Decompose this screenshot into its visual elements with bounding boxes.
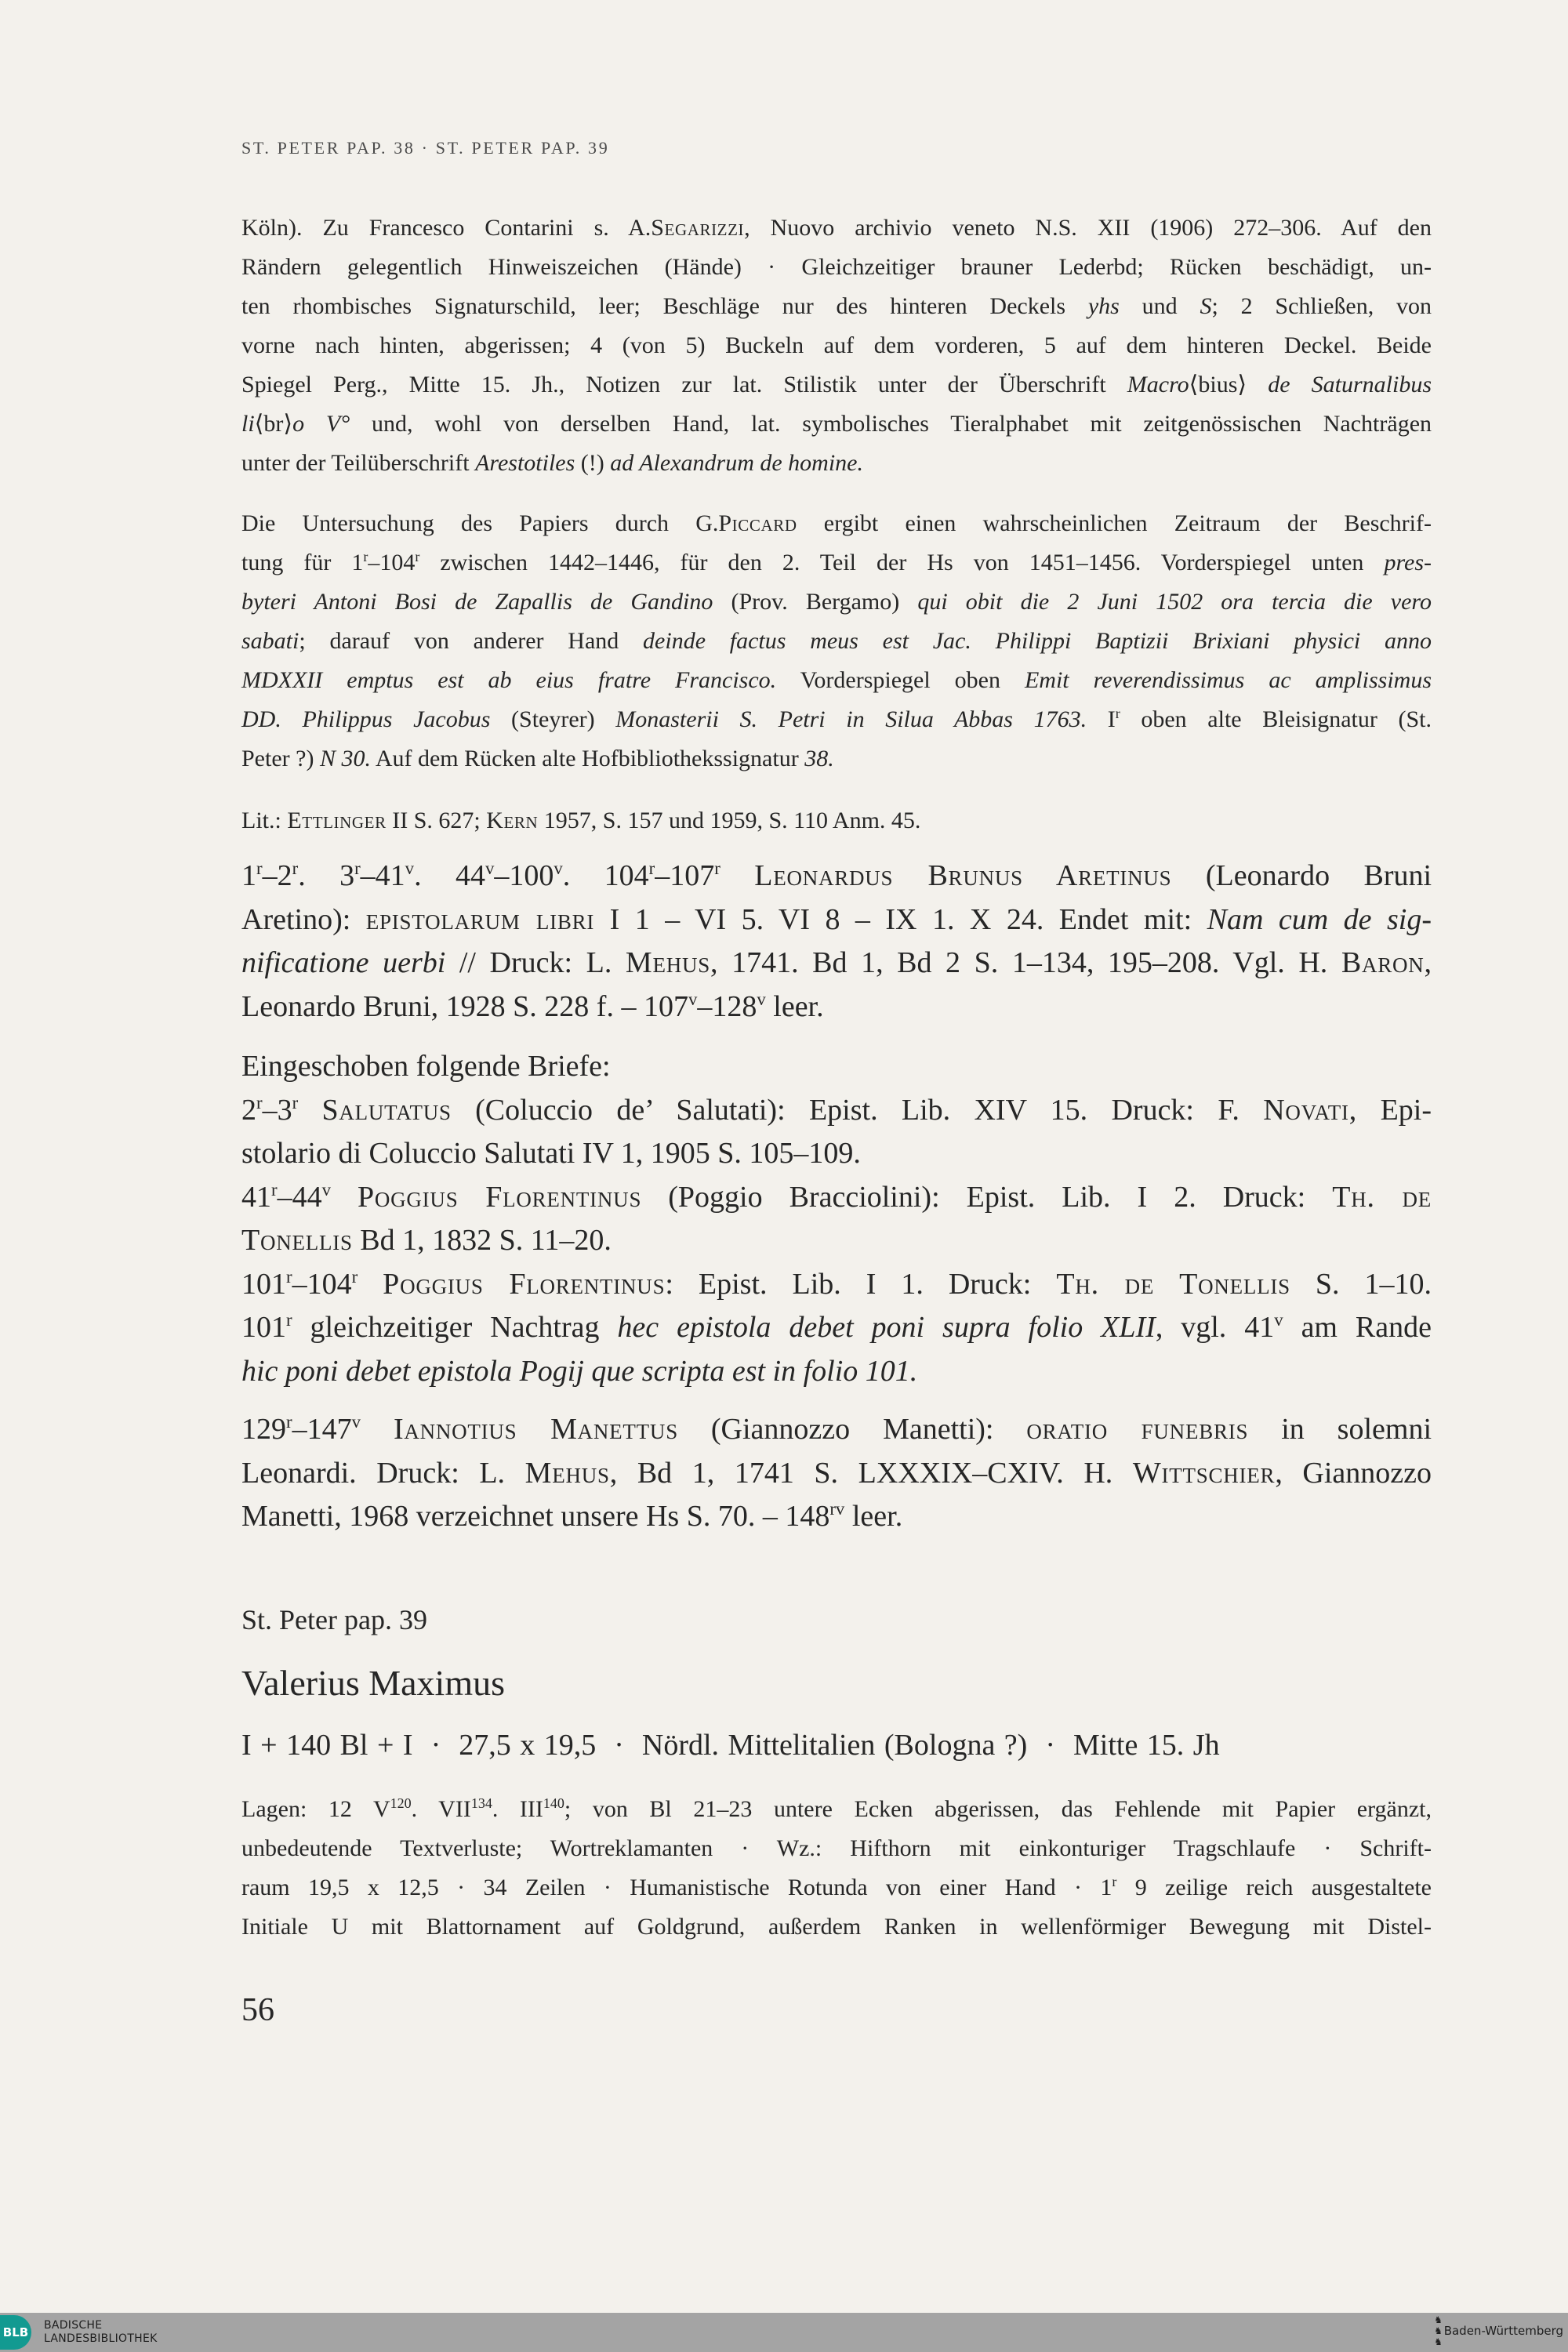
text-line	[241, 1176, 1432, 1220]
superscript: 120	[390, 1795, 412, 1812]
text-run: zwischen 1442–1446, für den 2. Teil der Hs von 1451–1456. Vorderspiegel unten	[419, 550, 1385, 575]
superscript: r	[354, 858, 361, 879]
text-run: –3	[262, 1093, 292, 1127]
text-line	[241, 622, 1432, 661]
text-run: –128	[697, 989, 757, 1023]
text-run: unbedeutende Textverluste; Wortreklamanten · Wz.: Hifthorn mit einkonturiger Tragschlaufe · Schrift-	[241, 1835, 1432, 1861]
text-line	[241, 1306, 1432, 1350]
small-caps-text: oratio funebris	[1026, 1413, 1249, 1446]
lions-emblem-icon: ♞ ♞ ♞	[1434, 2314, 1443, 2347]
small-caps-text: Novati	[1263, 1093, 1349, 1127]
text-run	[298, 1094, 321, 1127]
text-run: gleichzeitiger Nachtrag	[292, 1311, 618, 1344]
italic-text: hec epistola debet poni supra folio XLII	[617, 1311, 1156, 1344]
superscript: r	[1115, 706, 1120, 722]
italic-text: ad Alexandrum de homine.	[610, 450, 864, 476]
text-line	[241, 1132, 1432, 1176]
paragraph	[241, 209, 1432, 483]
text-run: –2	[262, 859, 292, 892]
italic-text: byteri Antoni Bosi de Zapallis de Gandino	[241, 589, 713, 615]
italic-text: yhs	[1087, 293, 1120, 319]
text-line	[241, 1829, 1432, 1868]
small-caps-text: Salutatus	[321, 1093, 452, 1127]
italic-text: o V°	[292, 411, 350, 437]
superscript: v	[757, 989, 766, 1009]
manuscript-title: Valerius Maximus	[241, 1663, 506, 1703]
text-run: I 1 – VI 5. VI 8 – IX 1. X 24. Endet mit:	[594, 902, 1207, 936]
text-line	[241, 583, 1432, 622]
text-line	[241, 942, 1432, 985]
superscript: r	[363, 549, 368, 565]
superscript: r	[271, 1179, 278, 1200]
paragraph	[241, 504, 1432, 779]
text-run: und, wohl von derselben Hand, lat. symbolisches Tieralphabet mit zeitgenössischen Nachträgen	[350, 411, 1432, 437]
text-run: Lit.:	[241, 808, 288, 833]
superscript: r	[415, 549, 420, 565]
page-number: 56	[241, 1992, 274, 2028]
text-line	[241, 287, 1432, 326]
text-line	[241, 405, 1432, 444]
text-run: ; von Bl 21–23 untere Ecken abgerissen, das Fehlende mit Papier ergänzt,	[564, 1796, 1432, 1822]
text-run: (Poggio Bracciolini): Epist. Lib. I 2. Druck:	[641, 1180, 1333, 1214]
text-run: unter der Teilüberschrift	[241, 450, 476, 476]
superscript: v	[1274, 1310, 1283, 1330]
text-run: stolario di Coluccio Salutati IV 1, 1905 S. 105–109.	[241, 1137, 861, 1170]
text-run: Leonardi. Druck: L.	[241, 1456, 525, 1490]
italic-text: Arestotiles	[475, 450, 575, 476]
small-caps-text: Th. de Tonellis	[1056, 1267, 1290, 1301]
superscript: r	[714, 858, 720, 879]
text-run: 129	[241, 1413, 286, 1446]
text-run: leer.	[765, 989, 824, 1023]
text-run: 101	[241, 1311, 286, 1344]
text-run: Aretino):	[241, 902, 366, 936]
text-run: , 1741. Bd 1, Bd 2 S. 1–134, 195–208. Vgl. H.	[710, 946, 1341, 979]
text-run: –107	[655, 859, 715, 892]
text-run: am Rande	[1283, 1311, 1432, 1344]
text-run: Auf dem Rücken alte Hofbibliothekssignatur	[370, 746, 805, 771]
small-caps-text: epistolarum libri	[365, 902, 595, 936]
codicology-paragraph	[241, 1790, 1432, 1947]
contents-entry-manetti	[241, 1408, 1432, 1539]
italic-text: qui obit die 2 Juni 1502 ora tercia die vero	[917, 589, 1432, 615]
small-caps-text: Wittschier	[1132, 1456, 1276, 1490]
italic-text: Nam cum de sig-	[1207, 902, 1432, 936]
small-caps-text: Tonellis	[241, 1224, 353, 1257]
text-run: , Bd 1, 1741 S. LXXXIX–CXIV. H.	[609, 1456, 1133, 1490]
text-run: , vgl. 41	[1155, 1311, 1275, 1344]
text-run: . 3	[298, 859, 355, 892]
footer-bar	[0, 2313, 1568, 2352]
paragraph	[241, 855, 1432, 1029]
superscript: v	[554, 858, 563, 879]
superscript: r	[256, 1092, 263, 1112]
binding-description-paragraph	[241, 209, 1432, 483]
inserted-letters-section	[241, 1045, 1432, 1393]
italic-text: MDXXII emptus est ab eius fratre Francisco.	[241, 667, 777, 693]
text-run: –41	[360, 859, 405, 892]
text-run: Spiegel Perg., Mitte 15. Jh., Notizen zur lat. Stilistik unter der Überschrift	[241, 372, 1127, 397]
text-run: Rändern gelegentlich Hinweiszeichen (Hände) · Gleichzeitiger brauner Lederbd; Rücken beschädigt, un-	[241, 254, 1432, 280]
text-line	[241, 1408, 1432, 1452]
superscript: r	[1112, 1874, 1117, 1890]
manuscript-signature: St. Peter pap. 39	[241, 1604, 427, 1635]
small-caps-text: Ettlinger	[287, 808, 387, 833]
superscript: v	[351, 1412, 361, 1432]
small-caps-text: Th. de	[1332, 1180, 1432, 1214]
text-run: ten rhombisches Signaturschild, leer; Beschläge nur des hinteren Deckels	[241, 293, 1088, 319]
text-run	[361, 1413, 394, 1446]
text-line	[241, 1089, 1432, 1133]
small-caps-text: Mehus	[625, 946, 711, 979]
text-run: –100	[494, 859, 554, 892]
text-line	[241, 365, 1432, 405]
text-run: und	[1119, 293, 1200, 319]
superscript: r	[292, 858, 299, 879]
text-run: –104	[368, 550, 416, 575]
literature-paragraph	[241, 801, 1432, 840]
superscript: v	[688, 989, 698, 1009]
library-name-line1: BADISCHE	[44, 2319, 103, 2332]
text-run: Leonardo Bruni, 1928 S. 228 f. – 107	[241, 989, 688, 1023]
text-run: I	[1087, 706, 1116, 732]
paragraph	[241, 1790, 1432, 1947]
italic-text: de Saturnalibus	[1268, 372, 1432, 397]
text-run: , Nuovo archivio veneto N.S. XII (1906) 272–306. Auf den	[744, 215, 1432, 241]
text-run: 1957, S. 157 und 1959, S. 110 Anm. 45.	[538, 808, 921, 833]
running-head: ST. PETER PAP. 38 · ST. PETER PAP. 39	[241, 138, 610, 158]
text-line	[241, 985, 1432, 1029]
text-run: 101	[241, 1267, 286, 1301]
text-line	[241, 1452, 1432, 1496]
italic-text: sabati	[241, 628, 299, 654]
paper-dating-paragraph	[241, 504, 1432, 779]
italic-text: deinde factus meus est Jac. Philippi Baptizii Brixiani physici anno	[643, 628, 1432, 654]
text-run: ⟨br⟩	[254, 411, 293, 437]
small-caps-text: Mehus	[524, 1456, 610, 1490]
text-run: II S. 627;	[386, 808, 487, 833]
text-run: –147	[292, 1413, 352, 1446]
text-line	[241, 801, 1432, 840]
text-line	[241, 326, 1432, 365]
text-run: (Giannozzo Manetti):	[677, 1413, 1027, 1446]
text-line	[241, 1263, 1432, 1307]
italic-text: Macro	[1127, 372, 1189, 397]
text-run: –104	[292, 1267, 352, 1301]
manuscript-metadata: I + 140 Bl + I · 27,5 x 19,5 · Nördl. Mittelitalien (Bologna ?) · Mitte 15. Jh	[241, 1729, 1220, 1762]
italic-text: pres-	[1384, 550, 1432, 575]
blb-logo[interactable]: BLB	[0, 2315, 31, 2350]
text-run: 2	[241, 1093, 256, 1127]
baden-wuerttemberg-logo[interactable]: Baden-Württemberg	[1443, 2324, 1563, 2338]
superscript: r	[256, 858, 263, 879]
text-run: 41	[241, 1180, 271, 1214]
text-run: in solemni	[1248, 1413, 1432, 1446]
text-line	[241, 739, 1432, 779]
contents-entry-bruni	[241, 855, 1432, 1029]
text-run: Die Untersuchung des Papiers durch G.	[241, 510, 719, 536]
italic-text: DD. Philippus Jacobus	[241, 706, 491, 732]
text-run: vorne nach hinten, abgerissen; 4 (von 5) Buckeln auf dem vorderen, 5 auf dem hinteren Deckel. Beide	[241, 332, 1432, 358]
small-caps-text: Segarizzi	[651, 215, 745, 241]
text-run: tung für 1	[241, 550, 364, 575]
superscript: r	[351, 1266, 358, 1287]
paragraph	[241, 801, 1432, 840]
text-run: ergibt einen wahrscheinlichen Zeitraum der Beschrif-	[797, 510, 1432, 536]
text-line	[241, 543, 1432, 583]
text-run: // Druck: L.	[445, 946, 626, 979]
superscript: r	[648, 858, 655, 879]
text-run: Manetti, 1968 verzeichnet unsere Hs S. 70. – 148	[241, 1500, 830, 1533]
superscript: v	[485, 858, 495, 879]
small-caps-text: Poggius Florentinus	[383, 1267, 666, 1301]
text-run: ; 2 Schließen, von	[1211, 293, 1432, 319]
text-run: (Leonardo Bruni	[1171, 859, 1432, 892]
text-run	[358, 1268, 383, 1301]
text-line	[241, 1219, 1432, 1263]
text-run: ⟨bius⟩	[1189, 372, 1269, 397]
superscript: v	[405, 858, 415, 879]
library-name-line2: LANDESBIBLIOTHEK	[44, 2332, 158, 2345]
text-run: –44	[277, 1180, 322, 1214]
text-line	[241, 700, 1432, 739]
text-run: ; darauf von anderer Hand	[299, 628, 644, 654]
text-run: , Epi-	[1348, 1093, 1432, 1127]
paragraph	[241, 1176, 1432, 1263]
text-run: (Steyrer)	[490, 706, 616, 732]
text-run	[720, 859, 754, 892]
text-line	[241, 1045, 1432, 1089]
text-run: Peter ?)	[241, 746, 320, 771]
small-caps-text: Piccard	[718, 510, 797, 536]
italic-text: Emit reverendissimus ac amplissimus	[1024, 667, 1432, 693]
paragraph	[241, 1045, 1432, 1089]
italic-text: nificatione uerbi	[241, 946, 446, 979]
text-run	[331, 1181, 358, 1214]
library-name[interactable]	[44, 2319, 158, 2346]
text-run: : Epist. Lib. I 1. Druck:	[665, 1267, 1057, 1301]
text-line	[241, 1907, 1432, 1947]
small-caps-text: Poggius Florentinus	[358, 1180, 642, 1214]
small-caps-text: Kern	[486, 808, 539, 833]
text-run: . 104	[562, 859, 649, 892]
paragraph	[241, 1408, 1432, 1539]
text-line	[241, 855, 1432, 898]
text-line	[241, 898, 1432, 942]
superscript: 140	[543, 1795, 564, 1812]
italic-text: N 30.	[319, 746, 371, 771]
italic-text: 38.	[804, 746, 834, 771]
text-line	[241, 661, 1432, 700]
text-run: (!)	[575, 450, 611, 476]
superscript: v	[321, 1179, 331, 1200]
superscript: rv	[829, 1499, 845, 1519]
italic-text: li	[241, 411, 255, 437]
text-line	[241, 1790, 1432, 1829]
text-run: Bd 1, 1832 S. 11–20.	[352, 1224, 612, 1257]
italic-text: S	[1200, 293, 1212, 319]
text-run: 1	[241, 859, 256, 892]
text-line	[241, 504, 1432, 543]
superscript: r	[286, 1266, 292, 1287]
text-run: Köln). Zu Francesco Contarini s. A.	[241, 215, 652, 241]
text-run: (Prov. Bergamo)	[713, 589, 918, 615]
superscript: 134	[470, 1795, 492, 1812]
text-run: , Giannozzo	[1275, 1456, 1432, 1490]
text-run: . VII	[411, 1796, 471, 1822]
text-run: leer.	[844, 1500, 903, 1533]
text-line	[241, 1350, 1432, 1394]
small-caps-text: Baron	[1341, 946, 1425, 979]
text-run: Vorderspiegel oben	[776, 667, 1025, 693]
italic-text: hic poni debet epistola Pogij que scripta est in folio 101.	[241, 1354, 918, 1388]
small-caps-text: Iannotius Manettus	[393, 1413, 678, 1446]
small-caps-text: Leonardus Brunus Aretinus	[754, 859, 1172, 892]
text-line	[241, 248, 1432, 287]
text-line	[241, 209, 1432, 248]
text-run: Lagen: 12 V	[241, 1796, 390, 1822]
superscript: r	[286, 1412, 292, 1432]
text-run: S. 1–10.	[1290, 1267, 1432, 1301]
text-run: 9 zeilige reich ausgestaltete	[1116, 1875, 1432, 1900]
superscript: r	[292, 1092, 299, 1112]
paragraph	[241, 1089, 1432, 1176]
paragraph	[241, 1263, 1432, 1394]
text-line	[241, 1868, 1432, 1907]
text-line	[241, 444, 1432, 483]
text-line	[241, 1495, 1432, 1539]
text-run: oben alte Bleisignatur (St.	[1120, 706, 1432, 732]
text-run: . III	[492, 1796, 543, 1822]
text-run: . 44	[414, 859, 485, 892]
italic-text: Monasterii S. Petri in Silua Abbas 1763.	[615, 706, 1087, 732]
text-run: raum 19,5 x 12,5 · 34 Zeilen · Humanistische Rotunda von einer Hand · 1	[241, 1875, 1112, 1900]
text-run: (Coluccio de’ Salutati): Epist. Lib. XIV 15. Druck: F.	[451, 1093, 1264, 1127]
text-run: Initiale U mit Blattornament auf Goldgrund, außerdem Ranken in wellenförmiger Bewegung mit Distel-	[241, 1914, 1432, 1940]
superscript: r	[286, 1310, 292, 1330]
text-run: Eingeschoben folgende Briefe:	[241, 1050, 611, 1083]
text-run: ,	[1424, 946, 1432, 979]
